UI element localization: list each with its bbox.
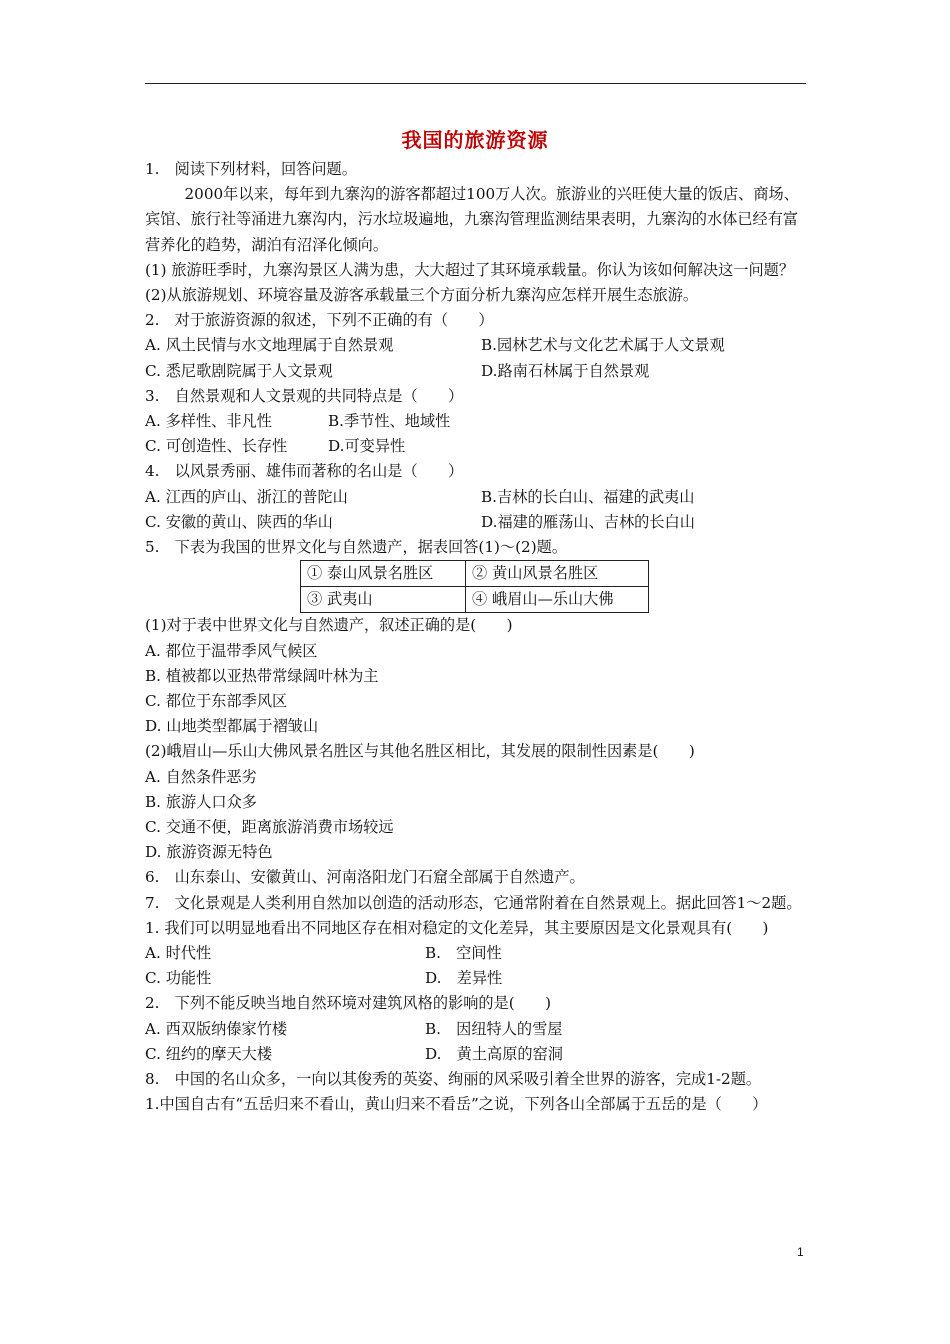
q7-sub1-stem: 1. 我们可以明显地看出不同地区存在相对稳定的文化差异，其主要原因是文化景观具有( ) (145, 918, 769, 937)
heritage-table (300, 560, 649, 613)
page-title: 我国的旅游资源 (401, 128, 549, 152)
q3-stem: 3. 自然景观和人文景观的共同特点是（ ） (145, 386, 464, 405)
q3-option-b: B.季节性、地域性 (328, 411, 451, 430)
q7-sub2-option-a: A. 西双版纳傣家竹楼 (145, 1019, 288, 1038)
q2-option-d: D.路南石林属于自然景观 (481, 361, 650, 380)
q7-sub1-option-a: A. 时代性 (145, 943, 212, 962)
q7-sub1-option-c: C. 功能性 (145, 969, 212, 988)
q5-sub2-option-b: B. 旅游人口众多 (145, 792, 257, 811)
q5-sub1-option-c: C. 都位于东部季风区 (145, 692, 288, 711)
q7-sub2-option-d: D. 黄土高原的窑洞 (425, 1044, 563, 1063)
table-cell: ③ 武夷山 (301, 587, 466, 613)
q5-sub2-option-c: C. 交通不便，距离旅游消费市场较远 (145, 817, 394, 836)
table-row (301, 561, 649, 587)
q4-option-b: B.吉林的长白山、福建的武夷山 (481, 487, 695, 506)
q5-sub2-option-a: A. 自然条件恶劣 (145, 767, 257, 786)
table-row (301, 587, 649, 613)
page-number: 1 (797, 1245, 804, 1259)
q7-sub2-options-row1 (145, 1017, 809, 1042)
q2-options-row1 (145, 333, 809, 358)
q5-sub2-option-d: D. 旅游资源无特色 (145, 843, 273, 862)
q5-sub1-stem: (1)对于表中世界文化与自然遗产，叙述正确的是( ) (145, 616, 513, 635)
q7-sub2-options-row2 (145, 1042, 809, 1067)
q2-option-a: A. 风土民情与水文地理属于自然景观 (145, 336, 394, 355)
q3-option-a: A. 多样性、非凡性 (145, 411, 272, 430)
q2-options-row2 (145, 359, 809, 384)
q2-option-c: C. 悉尼歌剧院属于人文景观 (145, 361, 333, 380)
q2-option-b: B.园林艺术与文化艺术属于人文景观 (481, 336, 725, 355)
q7-sub1-options-row2 (145, 966, 809, 991)
worksheet-body (145, 157, 809, 1117)
q4-options-row2 (145, 510, 809, 535)
q4-stem: 4. 以风景秀丽、雄伟而著称的名山是（ ） (145, 462, 464, 481)
q5-sub1-option-d: D. 山地类型都属于褶皱山 (145, 717, 319, 736)
q7-sub1-option-d: D. 差异性 (425, 969, 503, 988)
q3-options-row2 (145, 434, 809, 459)
q2-stem: 2. 对于旅游资源的叙述，下列不正确的有（ ） (145, 311, 494, 330)
q1-sub1: (1) 旅游旺季时，九寨沟景区人满为患，大大超过了其环境承载量。你认为该如何解决这一问题？ (145, 260, 795, 279)
q5-sub1-option-a: A. 都位于温带季风气候区 (145, 641, 318, 660)
table-cell: ② 黄山风景名胜区 (466, 561, 649, 587)
q7-sub2-option-b: B. 因纽特人的雪屋 (425, 1019, 563, 1038)
q7-sub2-option-c: C. 纽约的摩天大楼 (145, 1044, 273, 1063)
q4-option-c: C. 安徽的黄山、陕西的华山 (145, 512, 333, 531)
q3-options-row1 (145, 409, 809, 434)
table-cell: ① 泰山风景名胜区 (301, 561, 466, 587)
q6-stem: 6. 山东泰山、安徽黄山、河南洛阳龙门石窟全部属于自然遗产。 (145, 868, 585, 887)
q1-material: 2000年以来，每年到九寨沟的游客都超过100万人次。旅游业的兴旺使大量的饭店、商场、宾馆、旅行社等涌进九寨沟内，污水垃圾遍地，九寨沟管理监测结果表明，九寨沟的水体已经有富营养化的趋势，湖泊有沼泽化倾向。 (145, 185, 799, 254)
q4-options-row1 (145, 485, 809, 510)
q8-sub1-stem: 1.中国自古有“五岳归来不看山，黄山归来不看岳”之说，下列各山全部属于五岳的是（ ） (145, 1095, 768, 1114)
q4-option-d: D.福建的雁荡山、吉林的长白山 (481, 512, 695, 531)
q5-sub2-stem: (2)峨眉山—乐山大佛风景名胜区与其他名胜区相比，其发展的限制性因素是( ) (145, 742, 695, 761)
q5-sub1-option-b: B. 植被都以亚热带常绿阔叶林为主 (145, 666, 379, 685)
q8-stem: 8. 中国的名山众多，一向以其俊秀的英姿、绚丽的风采吸引着全世界的游客，完成1-2题。 (145, 1069, 762, 1088)
q5-stem: 5. 下表为我国的世界文化与自然遗产，据表回答(1)～(2)题。 (145, 537, 568, 556)
table-cell: ④ 峨眉山—乐山大佛 (466, 587, 649, 613)
q7-sub1-options-row1 (145, 941, 809, 966)
q3-option-d: D.可变异性 (328, 437, 406, 456)
q4-option-a: A. 江西的庐山、浙江的普陀山 (145, 487, 348, 506)
q7-sub2-stem: 2. 下列不能反映当地自然环境对建筑风格的影响的是( ) (145, 994, 552, 1013)
q1-stem: 1. 阅读下列材料，回答问题。 (145, 160, 357, 178)
q3-option-c: C. 可创造性、长存性 (145, 437, 288, 456)
q7-stem: 7. 文化景观是人类利用自然加以创造的活动形态，它通常附着在自然景观上。据此回答1～2题。 (145, 893, 802, 912)
q7-sub1-option-b: B. 空间性 (425, 943, 502, 962)
q1-sub2: (2)从旅游规划、环境容量及游客承载量三个方面分析九寨沟应怎样开展生态旅游。 (145, 286, 699, 304)
header-rule (145, 83, 806, 84)
